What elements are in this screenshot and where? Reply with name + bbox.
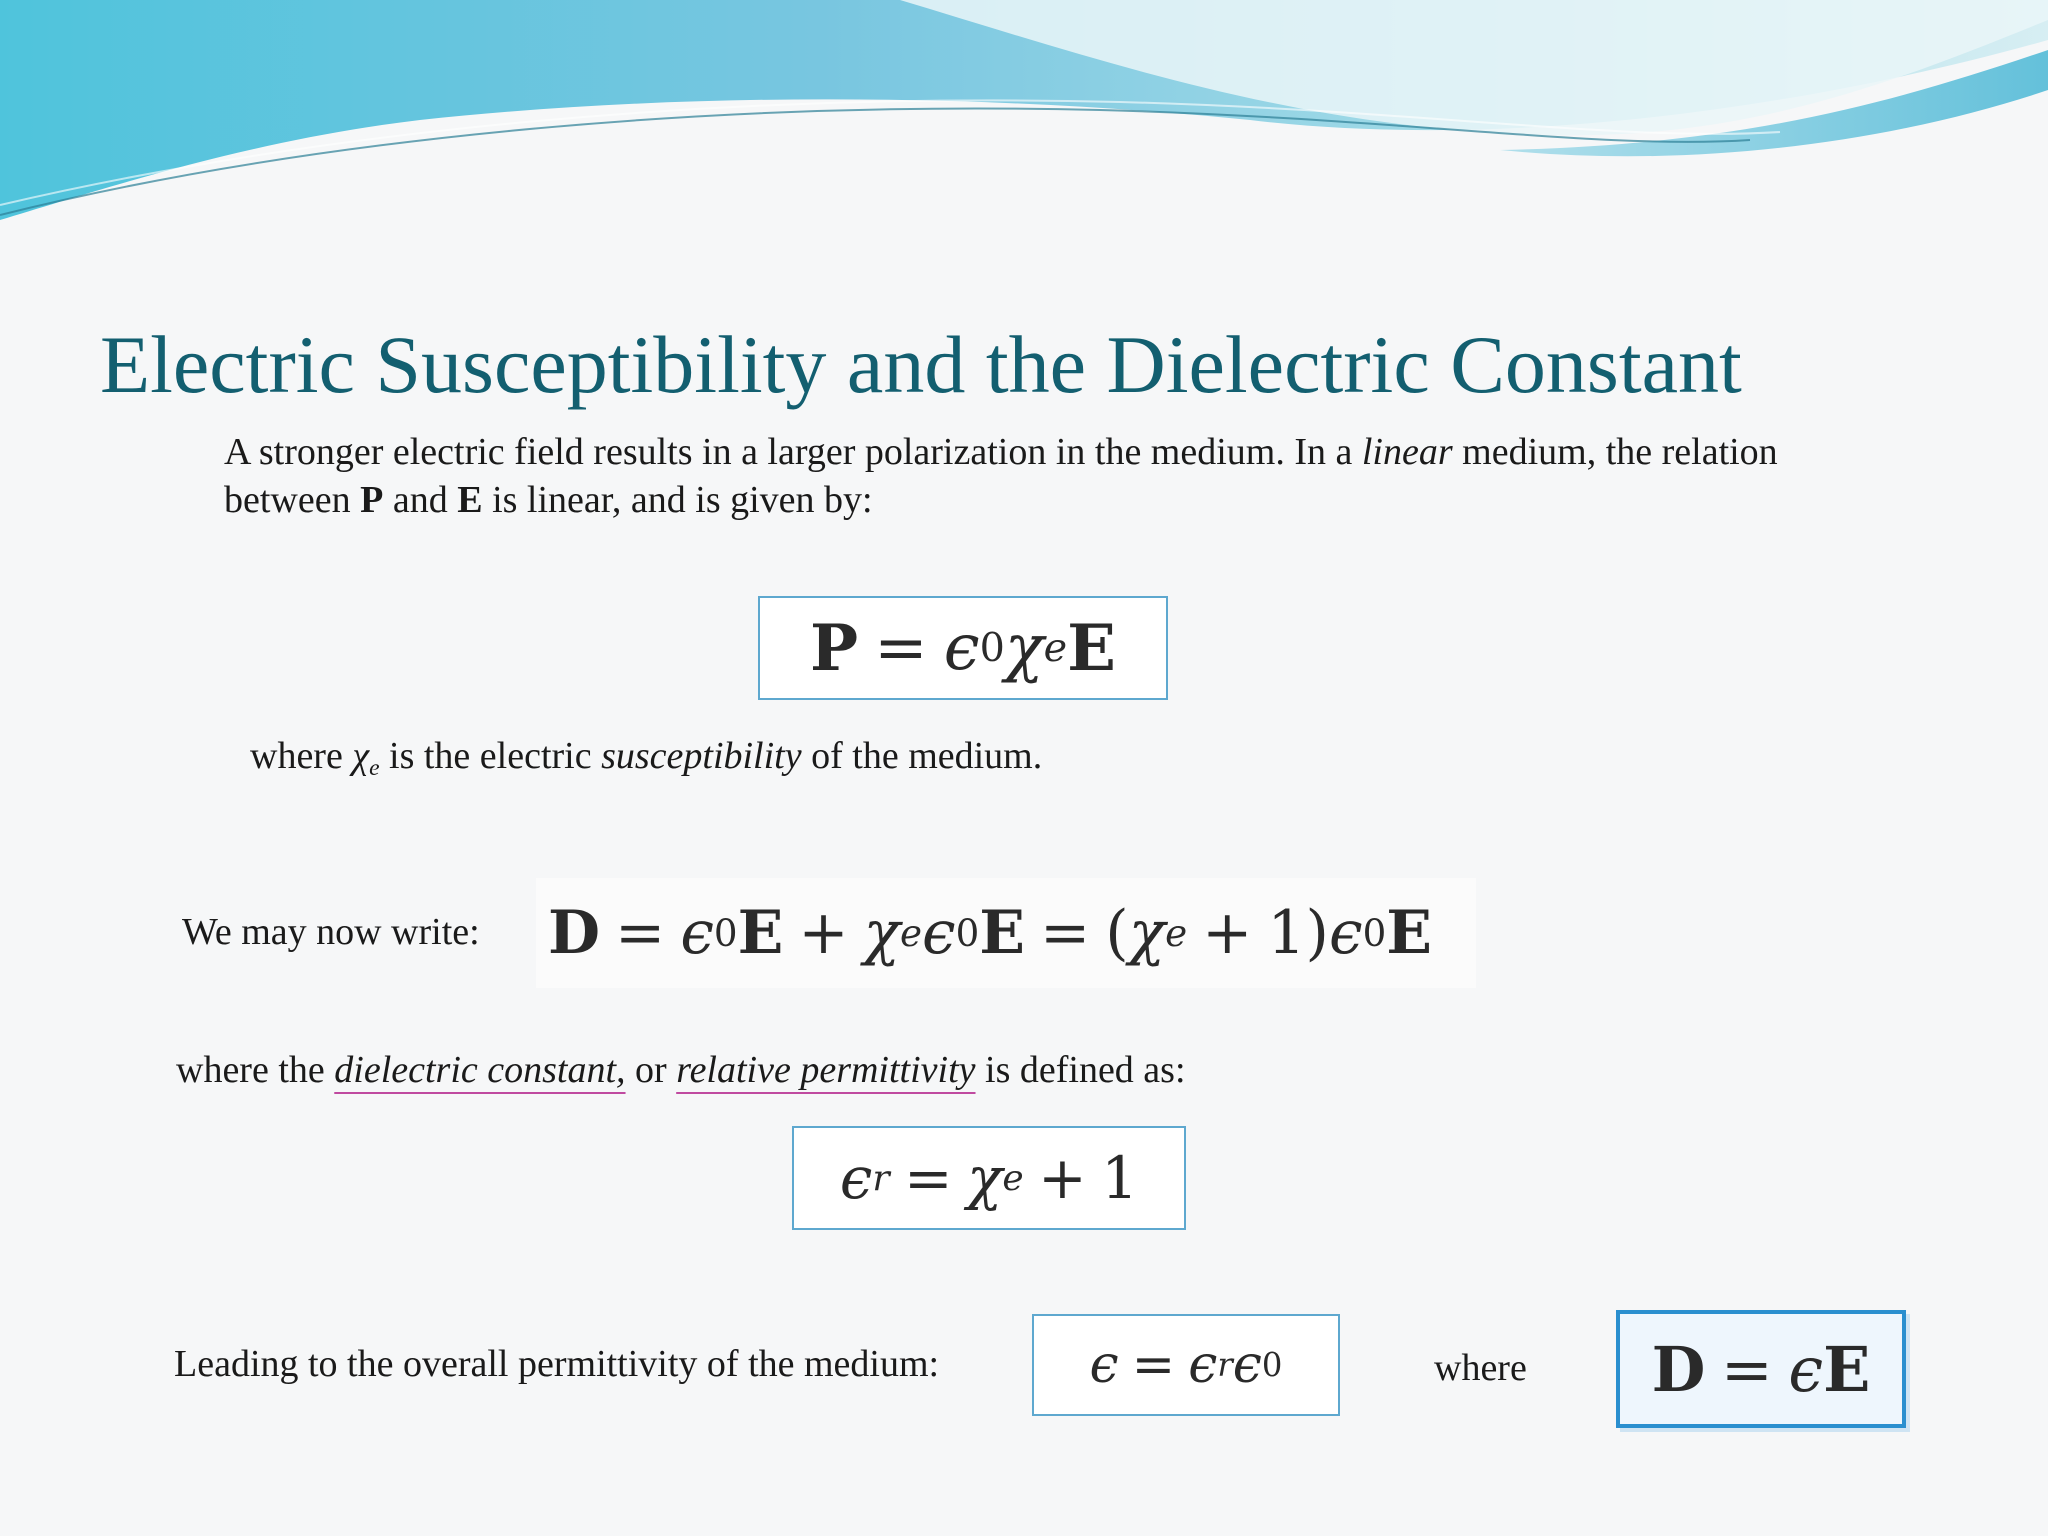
equation-dielectric-constant	[792, 1126, 1186, 1230]
symbol-D: D	[1651, 1332, 1706, 1406]
term-susceptibility: susceptibility	[601, 735, 802, 777]
equals-sign: =	[1040, 898, 1091, 968]
equation-d-equals-epsilon-e	[1616, 1310, 1906, 1428]
symbol-E: E	[737, 898, 784, 968]
text: or	[625, 1049, 677, 1091]
symbol-chi: χ	[1128, 898, 1166, 968]
subscript: 0	[979, 625, 1005, 671]
plus-sign: +	[1202, 898, 1253, 968]
symbol-P: P	[360, 479, 384, 521]
intro-text: A stronger electric field results in a larger polarization in the medium. In a	[224, 431, 1362, 473]
plus-sign: +	[798, 898, 849, 968]
plus-sign: +	[1038, 1144, 1087, 1212]
intro-text: and	[383, 479, 458, 521]
text: is defined as:	[975, 1049, 1186, 1091]
we-may-label: We may now write:	[182, 911, 480, 953]
symbol-chi: χ	[1004, 611, 1044, 685]
subscript: e	[1165, 911, 1188, 955]
subscript: e	[899, 911, 922, 955]
paren-close: )	[1305, 898, 1329, 968]
symbol-E: E	[1823, 1332, 1871, 1406]
symbol-epsilon: ϵ	[1232, 1335, 1262, 1395]
intro-paragraph	[224, 428, 1778, 524]
paren-open: (	[1105, 898, 1129, 968]
subscript: 0	[955, 911, 980, 955]
symbol-E: E	[1386, 898, 1432, 968]
symbol-E: E	[457, 479, 483, 521]
equation-polarization	[758, 596, 1168, 700]
equation-displacement	[536, 878, 1476, 988]
text: where the	[176, 1049, 335, 1091]
equation-permittivity	[1032, 1314, 1340, 1416]
term-relative-permittivity: relative permittivity	[676, 1049, 976, 1091]
header-wave-decoration	[0, 0, 2048, 240]
symbol-chi: χ	[863, 898, 900, 968]
subscript: e	[1002, 1157, 1024, 1199]
symbol-chi: χ	[967, 1144, 1003, 1212]
symbol-epsilon: ϵ	[943, 611, 980, 685]
symbol-epsilon: ϵ	[680, 898, 714, 968]
equals-sign: =	[615, 898, 666, 968]
text: where	[250, 735, 353, 777]
symbol-E: E	[979, 898, 1025, 968]
intro-text: is linear, and is given by:	[482, 479, 873, 521]
intro-text: medium, the relation	[1452, 431, 1778, 473]
subscript: e	[1043, 625, 1068, 671]
number-one: 1	[1267, 898, 1306, 968]
where-dielectric-line	[176, 1046, 1186, 1094]
equals-sign: =	[1720, 1332, 1773, 1406]
intro-text: between	[224, 479, 361, 521]
intro-line-2	[224, 476, 1778, 524]
symbol-epsilon: ϵ	[1328, 898, 1363, 968]
subscript: 0	[1261, 1346, 1283, 1384]
term-linear: linear	[1361, 431, 1453, 473]
symbol-P: P	[810, 610, 859, 686]
subscript: r	[872, 1157, 890, 1199]
subscript: 0	[713, 911, 738, 955]
text: of the medium.	[801, 735, 1043, 777]
term-dielectric-constant: dielectric constant,	[334, 1049, 626, 1091]
slide-title: Electric Susceptibility and the Dielectric Constant	[100, 319, 1742, 410]
subscript: 0	[1362, 911, 1387, 955]
symbol-E: E	[1067, 610, 1116, 686]
intro-line-1	[224, 428, 1778, 476]
equals-sign: =	[874, 611, 928, 685]
equals-sign: =	[904, 1144, 953, 1212]
subscript: r	[1217, 1346, 1233, 1384]
leading-label: Leading to the overall permittivity of the medium:	[174, 1343, 940, 1385]
symbol-epsilon: ϵ	[1089, 1335, 1119, 1395]
symbol-epsilon: ϵ	[1188, 1335, 1218, 1395]
symbol-chi: χ	[352, 735, 370, 777]
where-chi-line	[250, 732, 1042, 792]
symbol-D: D	[548, 898, 601, 968]
subscript: e	[369, 755, 380, 782]
symbol-epsilon: ϵ	[839, 1144, 873, 1212]
number-one: 1	[1101, 1144, 1139, 1212]
text: is the electric	[379, 735, 602, 777]
where-label: where	[1434, 1347, 1527, 1389]
symbol-epsilon: ϵ	[921, 898, 956, 968]
symbol-epsilon: ϵ	[1788, 1332, 1824, 1406]
equals-sign: =	[1131, 1335, 1176, 1395]
